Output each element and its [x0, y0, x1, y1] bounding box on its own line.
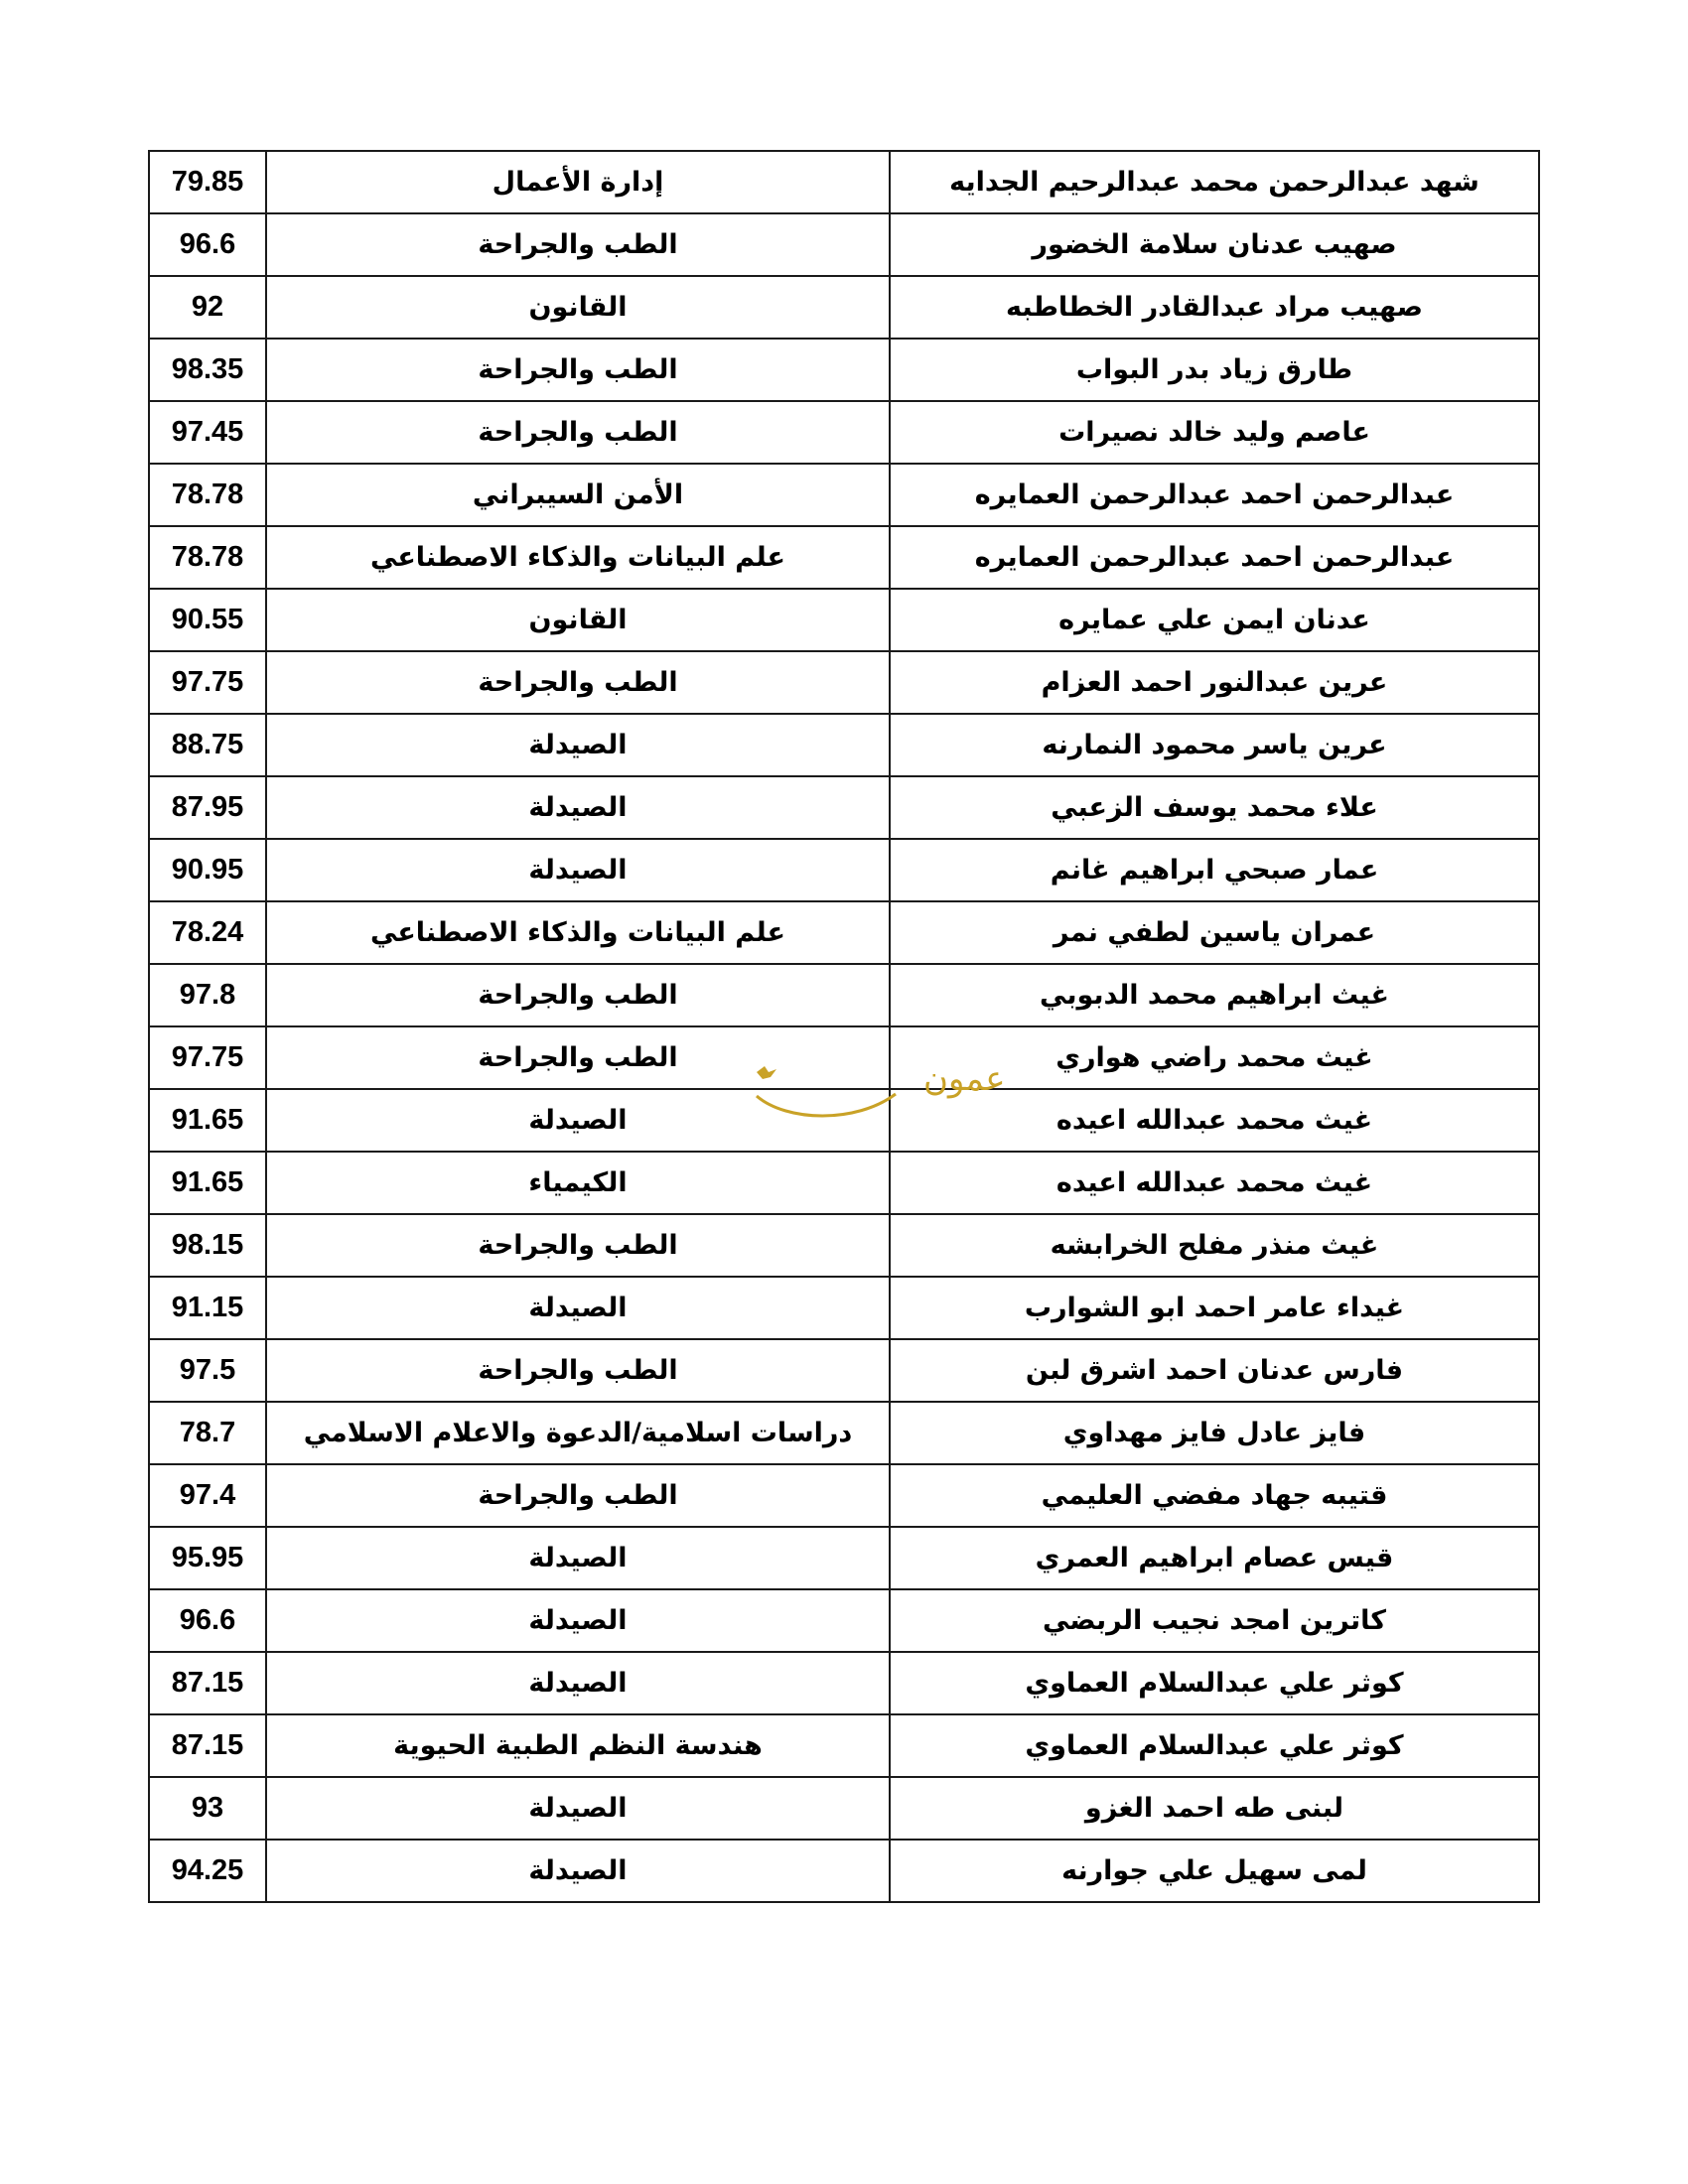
score-cell: 78.24: [149, 901, 266, 964]
score-cell: 97.4: [149, 1464, 266, 1527]
major-cell: الطب والجراحة: [266, 339, 890, 401]
major-cell: الطب والجراحة: [266, 401, 890, 464]
score-cell: 88.75: [149, 714, 266, 776]
major-cell: علم البيانات والذكاء الاصطناعي: [266, 901, 890, 964]
student-name-cell: عمران ياسين لطفي نمر: [890, 901, 1539, 964]
student-name-cell: غيداء عامر احمد ابو الشوارب: [890, 1277, 1539, 1339]
major-cell: الطب والجراحة: [266, 1214, 890, 1277]
table-row: [149, 1652, 1539, 1714]
watermark-text: عمون: [923, 1059, 1006, 1099]
major-cell: الطب والجراحة: [266, 1026, 890, 1089]
student-name-cell: غيث محمد راضي هواري: [890, 1026, 1539, 1089]
student-name-cell: فارس عدنان احمد اشرق لبن: [890, 1339, 1539, 1402]
student-name-cell: صهيب مراد عبدالقادر الخطاطبه: [890, 276, 1539, 339]
student-name-cell: قيس عصام ابراهيم العمري: [890, 1527, 1539, 1589]
score-cell: 96.6: [149, 1589, 266, 1652]
table-row: [149, 401, 1539, 464]
score-cell: 78.78: [149, 526, 266, 589]
score-cell: 87.15: [149, 1714, 266, 1777]
major-cell: الصيدلة: [266, 776, 890, 839]
student-name-cell: علاء محمد يوسف الزعبي: [890, 776, 1539, 839]
table-row: [149, 1589, 1539, 1652]
results-table: [148, 150, 1540, 1903]
table-row: [149, 589, 1539, 651]
table-row: [149, 1339, 1539, 1402]
student-name-cell: كوثر علي عبدالسلام العماوي: [890, 1652, 1539, 1714]
score-cell: 90.95: [149, 839, 266, 901]
table-row: [149, 1152, 1539, 1214]
major-cell: الصيدلة: [266, 1652, 890, 1714]
table-row: [149, 151, 1539, 213]
major-cell: الصيدلة: [266, 1840, 890, 1902]
major-cell: الصيدلة: [266, 1777, 890, 1840]
table-row: [149, 964, 1539, 1026]
score-cell: 78.78: [149, 464, 266, 526]
student-name-cell: صهيب عدنان سلامة الخضور: [890, 213, 1539, 276]
table-row: [149, 1464, 1539, 1527]
score-cell: 90.55: [149, 589, 266, 651]
table-row: [149, 1527, 1539, 1589]
major-cell: الكيمياء: [266, 1152, 890, 1214]
student-name-cell: طارق زياد بدر البواب: [890, 339, 1539, 401]
table-row: [149, 839, 1539, 901]
student-name-cell: شهد عبدالرحمن محمد عبدالرحيم الجدايه: [890, 151, 1539, 213]
major-cell: الصيدلة: [266, 1589, 890, 1652]
table-row: [149, 339, 1539, 401]
score-cell: 97.75: [149, 1026, 266, 1089]
score-cell: 79.85: [149, 151, 266, 213]
score-cell: 91.15: [149, 1277, 266, 1339]
score-cell: 87.95: [149, 776, 266, 839]
score-cell: 97.45: [149, 401, 266, 464]
student-name-cell: لبنى طه احمد الغزو: [890, 1777, 1539, 1840]
student-name-cell: عرين عبدالنور احمد العزام: [890, 651, 1539, 714]
student-name-cell: عمار صبحي ابراهيم غانم: [890, 839, 1539, 901]
table-row: [149, 1026, 1539, 1089]
score-cell: 95.95: [149, 1527, 266, 1589]
table-row: [149, 276, 1539, 339]
major-cell: القانون: [266, 276, 890, 339]
score-cell: 97.75: [149, 651, 266, 714]
table-row: [149, 1277, 1539, 1339]
table-row: [149, 901, 1539, 964]
major-cell: الطب والجراحة: [266, 1464, 890, 1527]
major-cell: علم البيانات والذكاء الاصطناعي: [266, 526, 890, 589]
student-name-cell: عاصم وليد خالد نصيرات: [890, 401, 1539, 464]
table-row: [149, 1777, 1539, 1840]
table-row: [149, 776, 1539, 839]
results-table-body: [149, 151, 1539, 1902]
major-cell: الصيدلة: [266, 1089, 890, 1152]
major-cell: هندسة النظم الطبية الحيوية: [266, 1714, 890, 1777]
score-cell: 96.6: [149, 213, 266, 276]
major-cell: الطب والجراحة: [266, 651, 890, 714]
score-cell: 92: [149, 276, 266, 339]
table-row: [149, 1402, 1539, 1464]
score-cell: 98.15: [149, 1214, 266, 1277]
student-name-cell: غيث محمد عبدالله اعيده: [890, 1152, 1539, 1214]
major-cell: الصيدلة: [266, 714, 890, 776]
score-cell: 94.25: [149, 1840, 266, 1902]
table-row: [149, 1089, 1539, 1152]
student-name-cell: غيث منذر مفلح الخرابشه: [890, 1214, 1539, 1277]
score-cell: 97.5: [149, 1339, 266, 1402]
student-name-cell: كوثر علي عبدالسلام العماوي: [890, 1714, 1539, 1777]
major-cell: الطب والجراحة: [266, 964, 890, 1026]
score-cell: 91.65: [149, 1089, 266, 1152]
major-cell: الصيدلة: [266, 839, 890, 901]
score-cell: 98.35: [149, 339, 266, 401]
table-row: [149, 1214, 1539, 1277]
student-name-cell: قتيبه جهاد مفضي العليمي: [890, 1464, 1539, 1527]
major-cell: الأمن السيبراني: [266, 464, 890, 526]
table-row: [149, 213, 1539, 276]
major-cell: دراسات اسلامية/الدعوة والاعلام الاسلامي: [266, 1402, 890, 1464]
major-cell: الطب والجراحة: [266, 1339, 890, 1402]
student-name-cell: كاترين امجد نجيب الربضي: [890, 1589, 1539, 1652]
student-name-cell: عدنان ايمن علي عمايره: [890, 589, 1539, 651]
major-cell: الصيدلة: [266, 1277, 890, 1339]
table-row: [149, 1840, 1539, 1902]
student-name-cell: فايز عادل فايز مهداوي: [890, 1402, 1539, 1464]
table-row: [149, 714, 1539, 776]
student-name-cell: عبدالرحمن احمد عبدالرحمن العمايره: [890, 526, 1539, 589]
table-row: [149, 1714, 1539, 1777]
student-name-cell: عبدالرحمن احمد عبدالرحمن العمايره: [890, 464, 1539, 526]
major-cell: القانون: [266, 589, 890, 651]
table-row: [149, 651, 1539, 714]
table-row: [149, 464, 1539, 526]
student-name-cell: غيث محمد عبدالله اعيده: [890, 1089, 1539, 1152]
student-name-cell: غيث ابراهيم محمد الدبوبي: [890, 964, 1539, 1026]
score-cell: 97.8: [149, 964, 266, 1026]
student-name-cell: عرين ياسر محمود النمارنه: [890, 714, 1539, 776]
table-row: [149, 526, 1539, 589]
score-cell: 93: [149, 1777, 266, 1840]
score-cell: 87.15: [149, 1652, 266, 1714]
major-cell: إدارة الأعمال: [266, 151, 890, 213]
major-cell: الطب والجراحة: [266, 213, 890, 276]
score-cell: 78.7: [149, 1402, 266, 1464]
student-name-cell: لمى سهيل علي جوارنه: [890, 1840, 1539, 1902]
score-cell: 91.65: [149, 1152, 266, 1214]
major-cell: الصيدلة: [266, 1527, 890, 1589]
